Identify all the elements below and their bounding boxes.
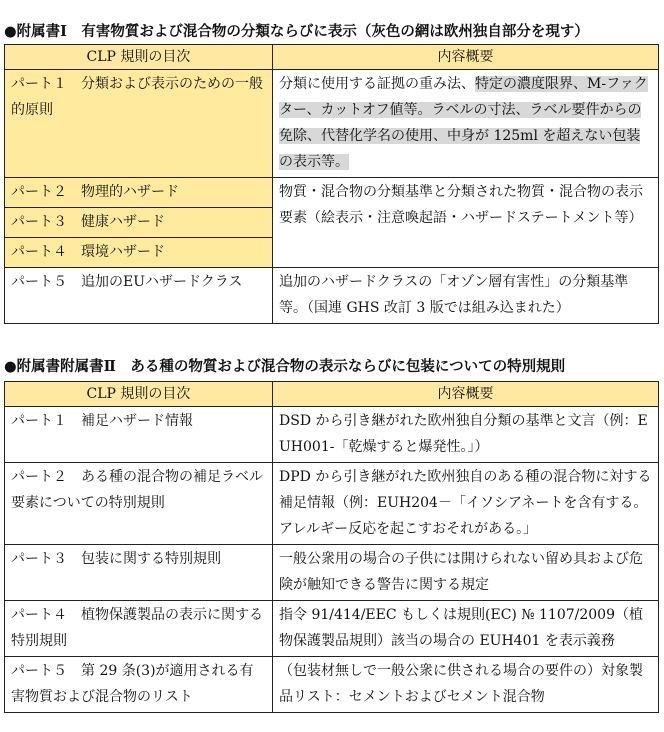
summary-cell: 指令 91/414/EEC もしくは規則(EC) № 1107/2009（植物保護製品規則）該当の場合の EUH401 を表示義務 xyxy=(273,601,659,657)
header-summary: 内容概要 xyxy=(273,382,659,407)
table-header-row xyxy=(5,382,659,407)
part-cell: パート２ 物理的ハザード xyxy=(5,178,273,208)
summary-highlight: ラベルの寸法、ラベル要件からの免除、代替化学名の使用、中身が 125ml を超えない包装の表示等。 xyxy=(279,102,642,170)
table-row xyxy=(5,268,659,324)
table-row xyxy=(5,545,659,601)
table-header-row xyxy=(5,45,659,70)
table-row xyxy=(5,601,659,657)
table-row xyxy=(5,70,659,178)
part-cell: パート５ 追加のEUハザードクラス xyxy=(5,268,273,324)
summary-cell: DPD から引き継がれた欧州独自のある種の混合物に対する補足情報（例：EUH204－「イソシアネートを含有する。アレルギー反応を起こすおそれがある。」 xyxy=(273,463,659,545)
part-cell: パート３ 健康ハザード xyxy=(5,208,273,238)
table-row xyxy=(5,178,659,208)
summary-cell: （包装材無しで一般公衆に供される場合の要件の）対象製品リスト：セメントおよびセメント混合物 xyxy=(273,657,659,713)
header-toc: CLP 規則の目次 xyxy=(5,45,273,70)
table-row xyxy=(5,407,659,463)
part-cell: パート５ 第 29 条(3)が適用される有害物質および混合物のリスト xyxy=(5,657,273,713)
header-summary: 内容概要 xyxy=(273,45,659,70)
table-row xyxy=(5,463,659,545)
summary-cell: 一般公衆用の場合の子供には開けられない留め具および危険が触知できる警告に関する規定 xyxy=(273,545,659,601)
header-toc: CLP 規則の目次 xyxy=(5,382,273,407)
summary-cell xyxy=(273,70,659,178)
summary-text: 分類に使用する証拠の重み法、 xyxy=(279,76,475,92)
part-cell: パート１ 分類および表示のための一般的原則 xyxy=(5,70,273,178)
section2-title: ●附属書附属書Ⅱ ある種の物質および混合物の表示ならびに包装についての特別規則 xyxy=(4,358,566,375)
summary-cell: 追加のハザードクラスの「オゾン層有害性」の分類基準等。（国連 GHS 改訂 3 版では組み込まれた） xyxy=(273,268,659,324)
part-cell: パート２ ある種の混合物の補足ラベル要素についての特別規則 xyxy=(5,463,273,545)
part-cell: パート１ 補足ハザード情報 xyxy=(5,407,273,463)
summary-cell: DSD から引き継がれた欧州独自分類の基準と文言（例：EUH001-「乾燥すると爆発性。」） xyxy=(273,407,659,463)
annex2-table xyxy=(4,381,659,713)
summary-cell: 物質・混合物の分類基準と分類された物質・混合物の表示要素（絵表示・注意喚起語・ハザードステートメント等） xyxy=(273,178,659,268)
section1-title: ●附属書Ⅰ 有害物質および混合物の分類ならびに表示（灰色の網は欧州独自部分を現す） xyxy=(4,23,589,40)
part-cell: パート４ 植物保護製品の表示に関する特別規則 xyxy=(5,601,273,657)
annex1-table xyxy=(4,44,659,324)
part-cell: パート４ 環境ハザード xyxy=(5,238,273,268)
part-cell: パート３ 包装に関する特別規則 xyxy=(5,545,273,601)
table-row xyxy=(5,657,659,713)
summary-highlight: 特定の濃度限界、M-ファクター、カットオフ値等。 xyxy=(279,76,648,118)
